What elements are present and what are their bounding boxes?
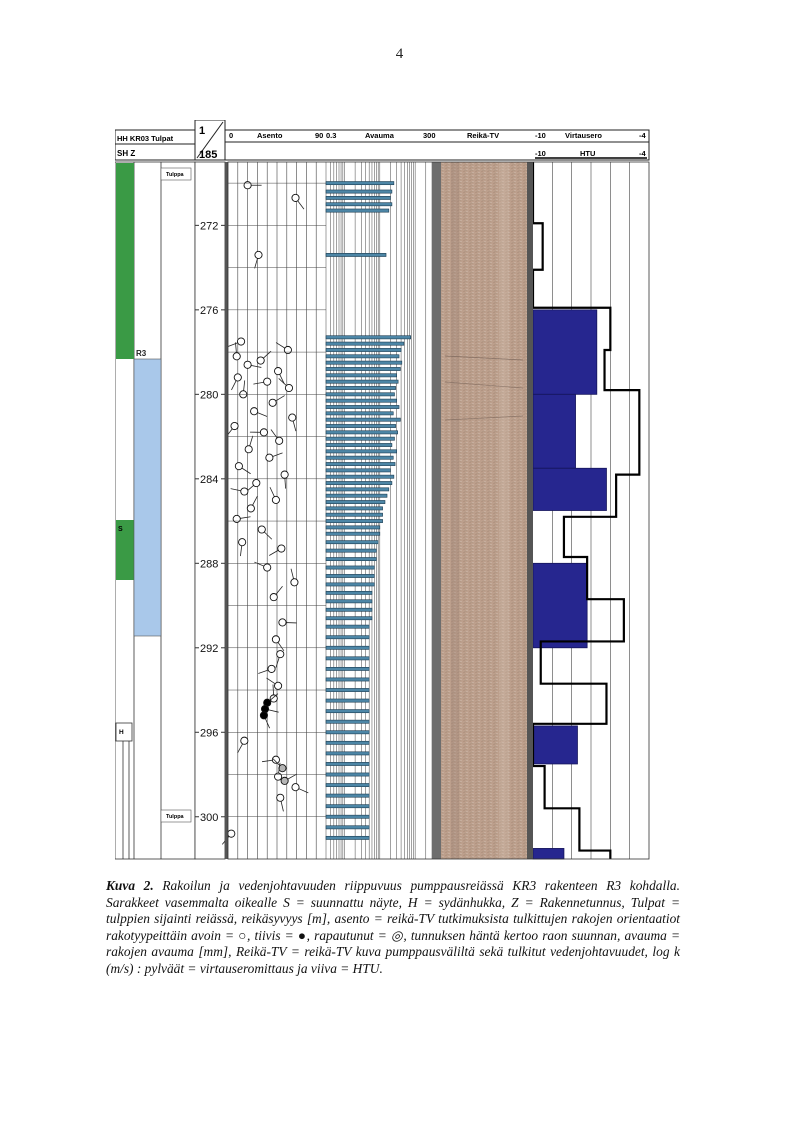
aperture-bar xyxy=(326,678,369,681)
aperture-bar xyxy=(326,418,400,421)
aperture-bar xyxy=(326,412,393,415)
fracture-open-symbol xyxy=(264,378,271,385)
depth-tick-label: 272 xyxy=(200,220,219,233)
fracture-open-symbol xyxy=(281,471,288,478)
aperture-bar xyxy=(326,450,397,453)
figure-caption xyxy=(106,878,680,978)
aperture-bar xyxy=(326,513,383,516)
aperture-bar xyxy=(326,190,392,193)
fracture-open-symbol xyxy=(264,564,271,571)
htu-min: -10 xyxy=(535,149,546,158)
depth-tick-label: 280 xyxy=(200,389,219,402)
aperture-bar xyxy=(326,541,378,544)
aperture-bar xyxy=(326,443,392,446)
fracture-open-symbol xyxy=(274,682,281,689)
aperture-bar xyxy=(326,481,392,484)
asento-label: Asento xyxy=(257,131,283,140)
fracture-open-symbol xyxy=(244,182,251,189)
fracture-open-symbol xyxy=(241,737,248,744)
fracture-open-symbol xyxy=(245,446,252,453)
zone-r3-label: R3 xyxy=(136,349,147,358)
aperture-bar xyxy=(326,773,369,776)
depth-column xyxy=(195,162,225,859)
fracture-open-symbol xyxy=(276,437,283,444)
page-number: 4 xyxy=(395,46,404,62)
fracture-open-symbol xyxy=(228,830,235,837)
header-hh-kr03-tulpat: HH KR03 Tulpat xyxy=(117,134,174,143)
aperture-bar xyxy=(326,646,369,649)
aperture-bar xyxy=(326,826,369,829)
depth-tick-label: 296 xyxy=(200,727,219,740)
fracture-open-symbol xyxy=(233,353,240,360)
aperture-bar xyxy=(326,566,374,569)
aperture-bar xyxy=(326,386,396,389)
fracture-open-symbol xyxy=(277,794,284,801)
aperture-bar xyxy=(326,720,369,723)
fracture-weathered-symbol xyxy=(281,777,288,784)
aperture-bar xyxy=(326,437,394,440)
h-label: H xyxy=(119,729,124,736)
avauma-max: 300 xyxy=(423,131,436,140)
aperture-bar xyxy=(326,600,372,603)
aperture-bar xyxy=(326,815,369,818)
aperture-bar xyxy=(326,393,394,396)
aperture-bar xyxy=(326,532,380,535)
aperture-bar xyxy=(326,783,369,786)
avauma-label: Avauma xyxy=(365,131,394,140)
fracture-open-symbol xyxy=(234,374,241,381)
aperture-bar xyxy=(326,462,395,465)
avauma-min: 0.3 xyxy=(326,131,337,140)
caption-text: Rakoilun ja vedenjohtavuuden riippuvuus pumppausreiässä KR3 rakenteen R3 kohdalla. Sarakkeet vasemmalta oikealle S = suunnattu näyte, H = sydänhukka, Z = Rakennetunnus, Tulpat = tulppien sijainti reiässä, reikäsyvyys [m], asento = reikä-TV tutkimuksista tulkittujen rakojen orientaatiot rakotyypeittäin avoin = ○, tiivis = ●, rapautunut = ◎, tunnuksen häntä kertoo raon suunnan, avauma = rakojen avauma [mm], Reikä-TV = reikä-TV kuva pumppausväliltä sekä tulkitut vedenjohtavuudet, log k (m/s) : pylväät = virtauseromittaus ja viiva = HTU. xyxy=(106,878,680,976)
aperture-bar xyxy=(326,752,369,755)
fracture-open-symbol xyxy=(272,496,279,503)
aperture-bar xyxy=(326,431,398,434)
fracture-open-symbol xyxy=(272,636,279,643)
header-scale-bottom: 185 xyxy=(199,149,218,161)
aperture-bar xyxy=(326,836,369,839)
fracture-open-symbol xyxy=(284,346,291,353)
s-label: S xyxy=(118,526,123,533)
flow-bar xyxy=(533,726,577,764)
aperture-bar xyxy=(326,342,404,345)
aperture-bar xyxy=(326,405,399,408)
depth-tick-label: 288 xyxy=(200,558,219,571)
aperture-bar xyxy=(326,507,383,510)
fracture-open-symbol xyxy=(260,429,267,436)
aperture-bar xyxy=(326,608,372,611)
flow-bar xyxy=(533,310,597,394)
log-header xyxy=(115,120,649,161)
aperture-bar xyxy=(326,583,374,586)
reika-tv-label: Reikä-TV xyxy=(467,131,500,140)
depth-tick-label: 292 xyxy=(200,642,219,655)
fracture-open-symbol xyxy=(270,593,277,600)
fracture-open-symbol xyxy=(231,422,238,429)
aperture-bar xyxy=(326,203,392,206)
flow-track xyxy=(533,162,649,859)
aperture-bar xyxy=(326,367,400,370)
aperture-bar xyxy=(326,805,369,808)
depth-tick-label: 276 xyxy=(200,304,219,317)
fracture-open-symbol xyxy=(235,463,242,470)
aperture-bar xyxy=(326,688,369,691)
aperture-bar xyxy=(326,456,393,459)
aperture-bar xyxy=(326,731,369,734)
fracture-open-symbol xyxy=(257,357,264,364)
aperture-bar xyxy=(326,469,390,472)
zone-r3-band xyxy=(134,359,161,636)
borehole-log-figure xyxy=(115,120,655,865)
aperture-bar xyxy=(326,209,389,212)
aperture-bar xyxy=(326,574,374,577)
aperture-bar xyxy=(326,348,401,351)
aperture-bar xyxy=(326,355,399,358)
fracture-open-symbol xyxy=(279,619,286,626)
aperture-bar xyxy=(326,636,369,639)
aperture-bar xyxy=(326,475,394,478)
fracture-open-symbol xyxy=(292,784,299,791)
aperture-bar xyxy=(326,488,389,491)
aperture-bar xyxy=(326,657,369,660)
aperture-bar xyxy=(326,182,394,185)
s-green-upper xyxy=(116,163,134,359)
orientation-track xyxy=(222,162,326,859)
aperture-bar xyxy=(326,762,369,765)
fracture-open-symbol xyxy=(244,361,251,368)
fracture-open-symbol xyxy=(289,414,296,421)
flow-bar xyxy=(533,563,587,647)
fracture-open-symbol xyxy=(269,399,276,406)
fracture-open-symbol xyxy=(247,505,254,512)
fracture-tight-symbol xyxy=(260,712,267,719)
aperture-bar xyxy=(326,361,402,364)
fracture-open-symbol xyxy=(258,526,265,533)
aperture-bar xyxy=(326,399,397,402)
aperture-bar xyxy=(326,699,369,702)
fracture-open-symbol xyxy=(272,756,279,763)
aperture-bar xyxy=(326,336,411,339)
borehole-tv-image xyxy=(441,162,527,859)
aperture-bar xyxy=(326,500,385,503)
asento-min: 0 xyxy=(229,131,234,140)
fracture-open-symbol xyxy=(239,539,246,546)
fracture-open-symbol xyxy=(292,194,299,201)
flow-bar xyxy=(533,848,564,859)
flow-bar xyxy=(533,468,606,510)
fracture-open-symbol xyxy=(291,579,298,586)
fracture-open-symbol xyxy=(253,479,260,486)
fracture-open-symbol xyxy=(274,773,281,780)
header-scale-top: 1 xyxy=(199,125,206,137)
virtausero-label: Virtausero xyxy=(565,131,602,140)
aperture-bar xyxy=(326,519,383,522)
aperture-bar xyxy=(326,424,396,427)
fracture-open-symbol xyxy=(233,515,240,522)
aperture-bar xyxy=(326,253,386,256)
aperture-bar xyxy=(326,380,398,383)
fracture-open-symbol xyxy=(268,665,275,672)
fracture-open-symbol xyxy=(266,454,273,461)
fracture-open-symbol xyxy=(270,695,277,702)
tulppa-top-label: Tulppa xyxy=(166,172,184,178)
aperture-bar xyxy=(326,557,376,560)
fracture-open-symbol xyxy=(278,545,285,552)
aperture-bar xyxy=(326,494,387,497)
core-columns xyxy=(115,162,195,859)
flow-bar xyxy=(533,394,576,468)
fracture-open-symbol xyxy=(241,488,248,495)
htu-max: -4 xyxy=(639,149,646,158)
aperture-bar xyxy=(326,741,369,744)
htu-label: HTU xyxy=(580,149,596,158)
virtausero-max: -4 xyxy=(639,131,646,140)
aperture-bar xyxy=(326,625,369,628)
fracture-open-symbol xyxy=(251,408,258,415)
fracture-open-symbol xyxy=(277,651,284,658)
aperture-track xyxy=(326,162,432,859)
aperture-bar xyxy=(326,667,369,670)
fracture-open-symbol xyxy=(237,338,244,345)
tulppa-bottom-label: Tulppa xyxy=(166,814,184,820)
aperture-bar xyxy=(326,794,369,797)
aperture-bar xyxy=(326,617,372,620)
fracture-open-symbol xyxy=(274,368,281,375)
asento-max: 90 xyxy=(315,131,324,140)
aperture-bar xyxy=(326,374,397,377)
fracture-open-symbol xyxy=(285,384,292,391)
depth-tick-label: 284 xyxy=(200,473,219,486)
header-sh-z: SH Z xyxy=(117,149,136,158)
caption-label: Kuva 2. xyxy=(106,878,154,893)
aperture-bar xyxy=(326,710,369,713)
aperture-bar xyxy=(326,526,380,529)
aperture-bar xyxy=(326,549,376,552)
virtausero-min: -10 xyxy=(535,131,546,140)
aperture-bar xyxy=(326,196,390,199)
depth-tick-label: 300 xyxy=(200,811,219,824)
aperture-bar xyxy=(326,591,372,594)
fracture-open-symbol xyxy=(255,251,262,258)
